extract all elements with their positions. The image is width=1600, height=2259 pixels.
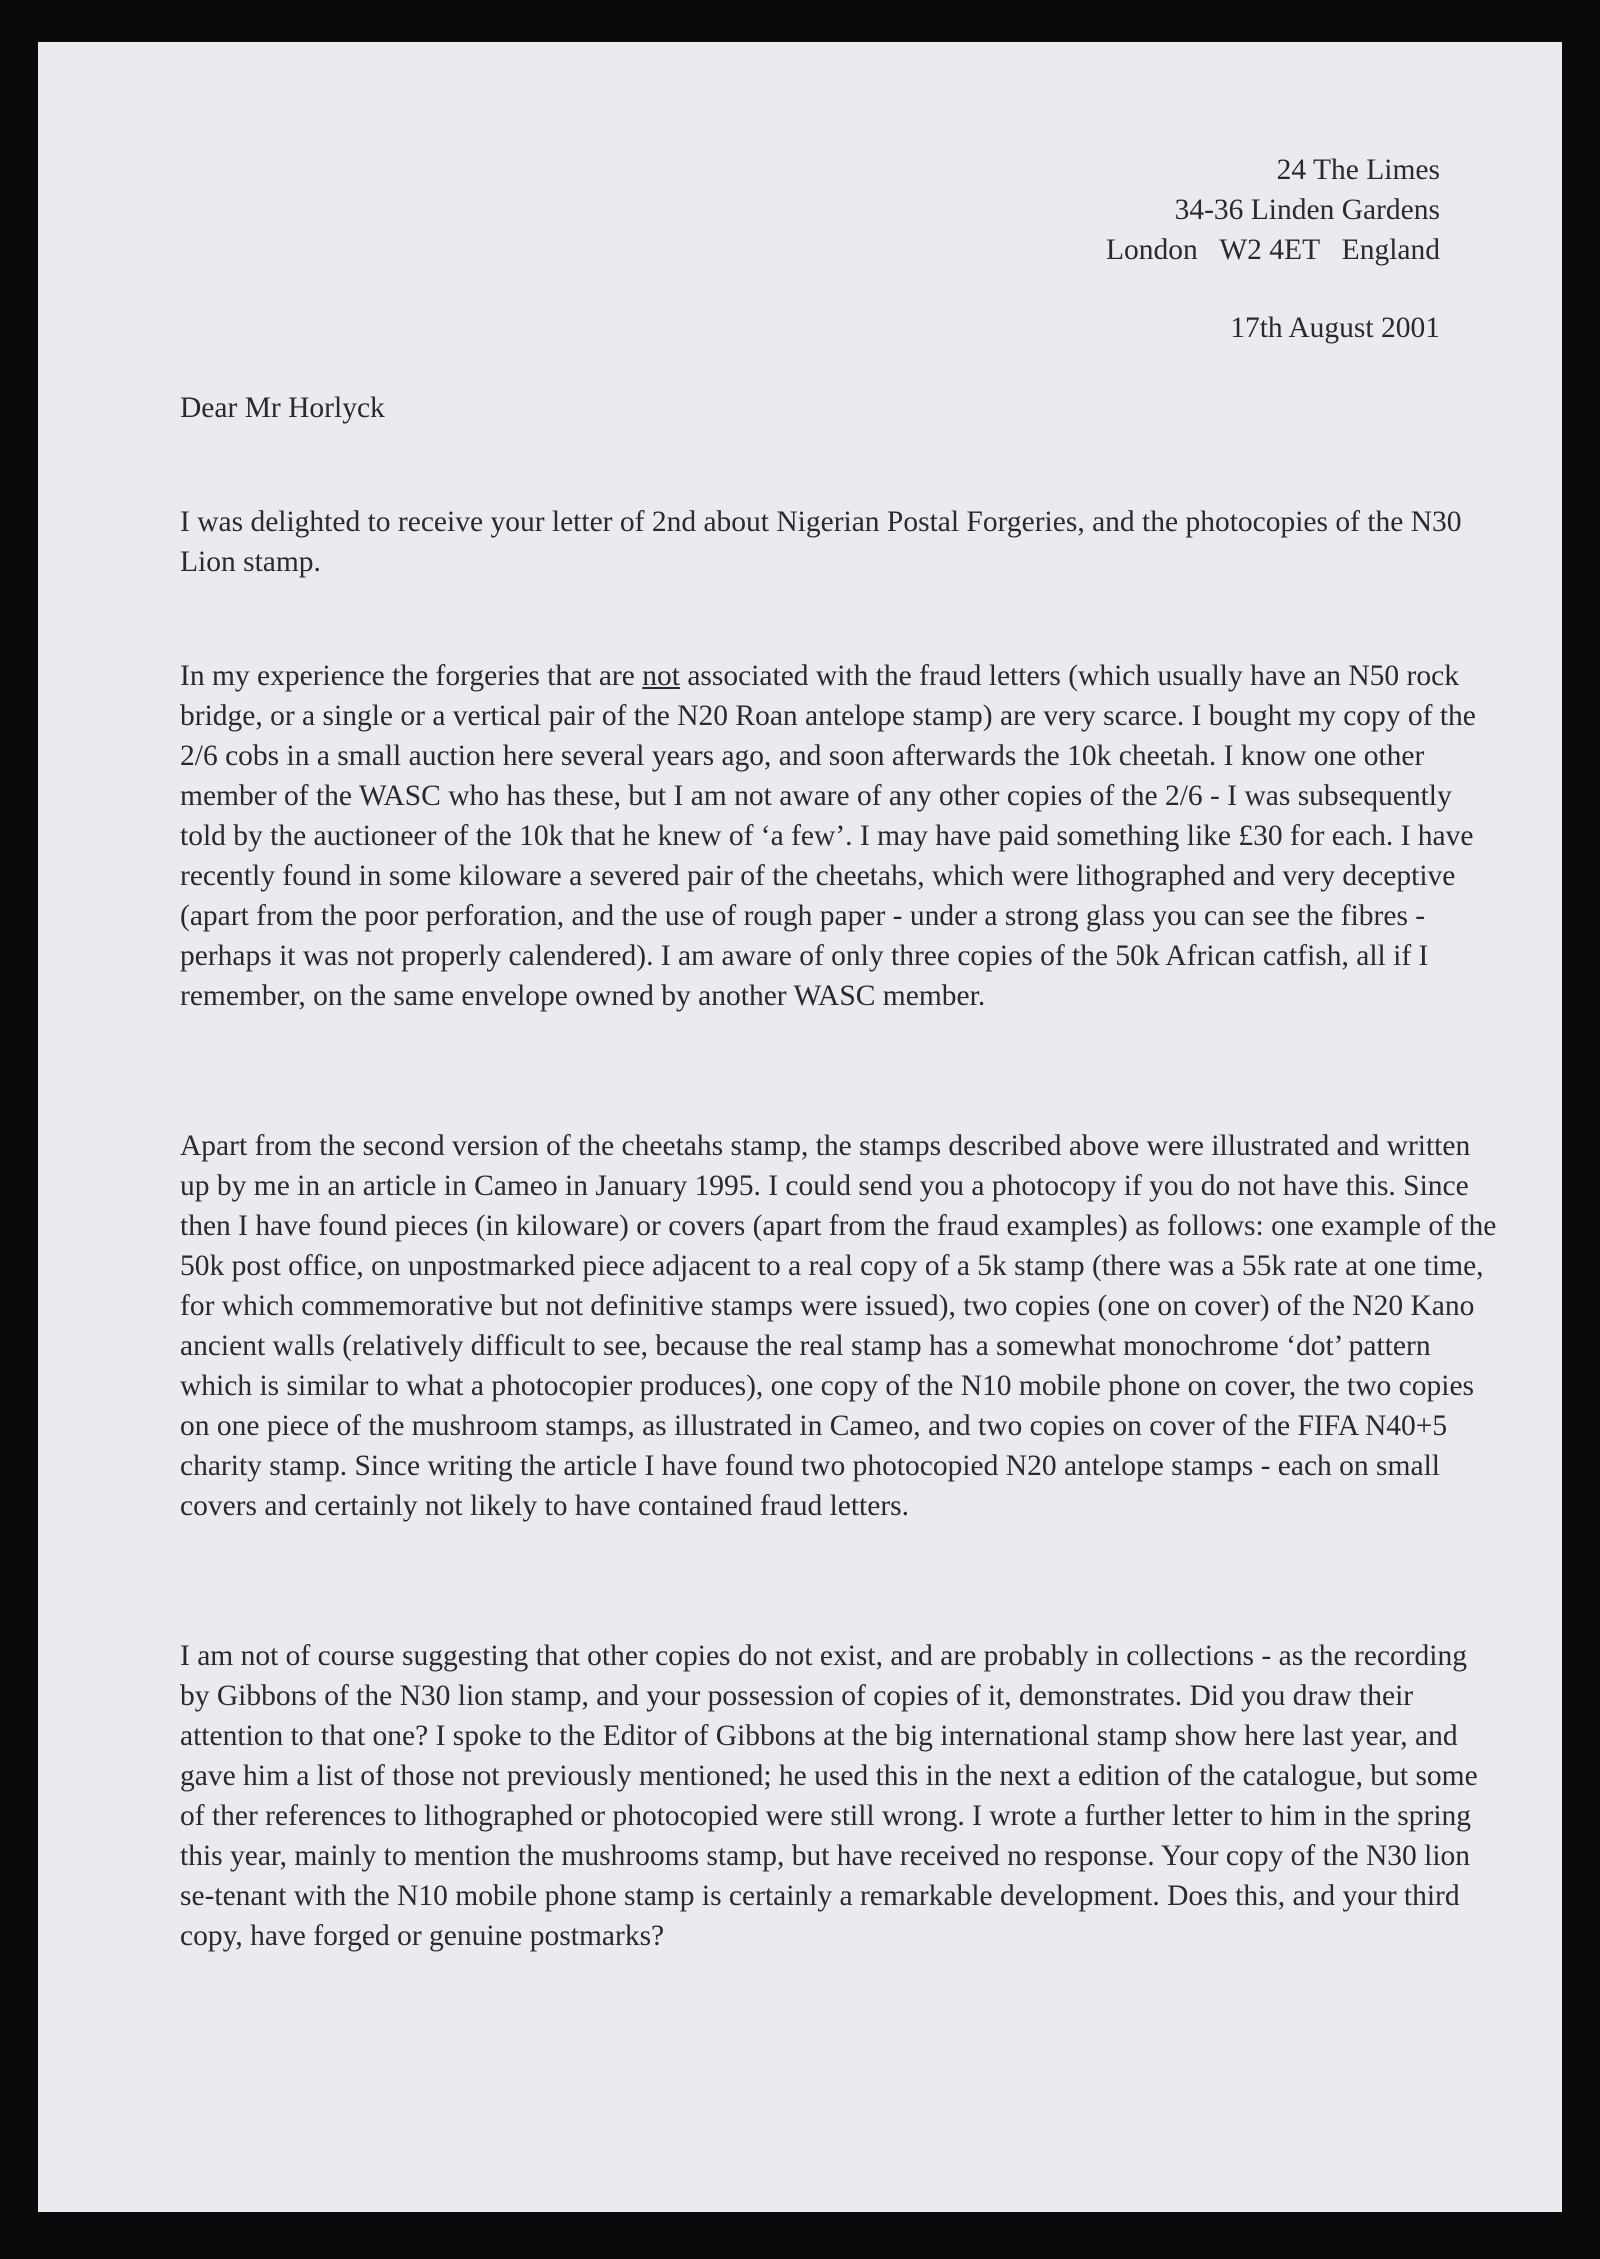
- sender-address: [1106, 150, 1440, 270]
- salutation: Dear Mr Horlyck: [180, 392, 385, 424]
- paragraph-1: I was delighted to receive your letter of 2nd about Nigerian Postal Forgeries, and the photocopies of the N30 Lion stamp.: [180, 506, 1462, 578]
- paragraph-2-start: In my experience the forgeries that are: [180, 660, 643, 692]
- paragraph-2-rest: associated with the fraud letters (which usually have an N50 rock bridge, or a single or a vertical pair of the N20 Roan antelope stamp) are very scarce. I bought my copy of the 2/6 cobs in a small auction here several years ago, and soon afterwards the 10k cheetah. I know one other member of the WASC who has these, but I am not aware of any other copies of the 2/6 - I was subsequently told by the auctioneer of the 10k that he knew of ‘a few’. I may have paid something like £30 for each. I have recently found in some kiloware a severed pair of the cheetahs, which were lithographed and very deceptive (apart from the poor perforation, and the use of rough paper - under a strong glass you can see the fibres - perhaps it was not properly calendered). I am aware of only three copies of the 50k African catfish, all if I remember, on the same envelope owned by another WASC member.: [180, 660, 1476, 1012]
- letter-page: [38, 42, 1562, 2212]
- address-line-2: 34-36 Linden Gardens: [1174, 194, 1440, 226]
- paragraph-3: Apart from the second version of the cheetahs stamp, the stamps described above were illustrated and written up by me in an article in Cameo in January 1995. I could send you a photocopy if you do not have this. Since then I have found pieces (in kiloware) or covers (apart from the fraud examples) as follows: one example of the 50k post office, on unpostmarked piece adjacent to a real copy of a 5k stamp (there was a 55k rate at one time, for which commemorative but not definitive stamps were issued), two copies (one on cover) of the N20 Kano ancient walls (relatively difficult to see, because the real stamp has a somewhat monochrome ‘dot’ pattern which is similar to what a photocopier produces), one copy of the N10 mobile phone on cover, the two copies on one piece of the mushroom stamps, as illustrated in Cameo, and two copies on cover of the FIFA N40+5 charity stamp. Since writing the article I have found two photocopied N20 antelope stamps - each on small covers and certainly not likely to have contained fraud letters.: [180, 1130, 1497, 1522]
- letter-date: 17th August 2001: [1230, 312, 1440, 344]
- address-line-1: 24 The Limes: [1276, 154, 1440, 186]
- paragraph-4: I am not of course suggesting that other copies do not exist, and are probably in collections - as the recording by Gibbons of the N30 lion stamp, and your possession of copies of it, demonstrates. Did you draw their attention to that one? I spoke to the Editor of Gibbons at the big international stamp show here last year, and gave him a list of those not previously mentioned; he used this in the next a edition of the catalogue, but some of ther references to lithographed or photocopied were still wrong. I wrote a further letter to him in the spring this year, mainly to mention the mushrooms stamp, but have received no response. Your copy of the N30 lion se-tenant with the N10 mobile phone stamp is certainly a remarkable development. Does this, and your third copy, have forged or genuine postmarks?: [180, 1640, 1478, 1952]
- underlined-word: not: [642, 660, 680, 692]
- address-line-3: London W2 4ET England: [1105, 234, 1440, 266]
- paragraph-2: [180, 656, 1500, 1016]
